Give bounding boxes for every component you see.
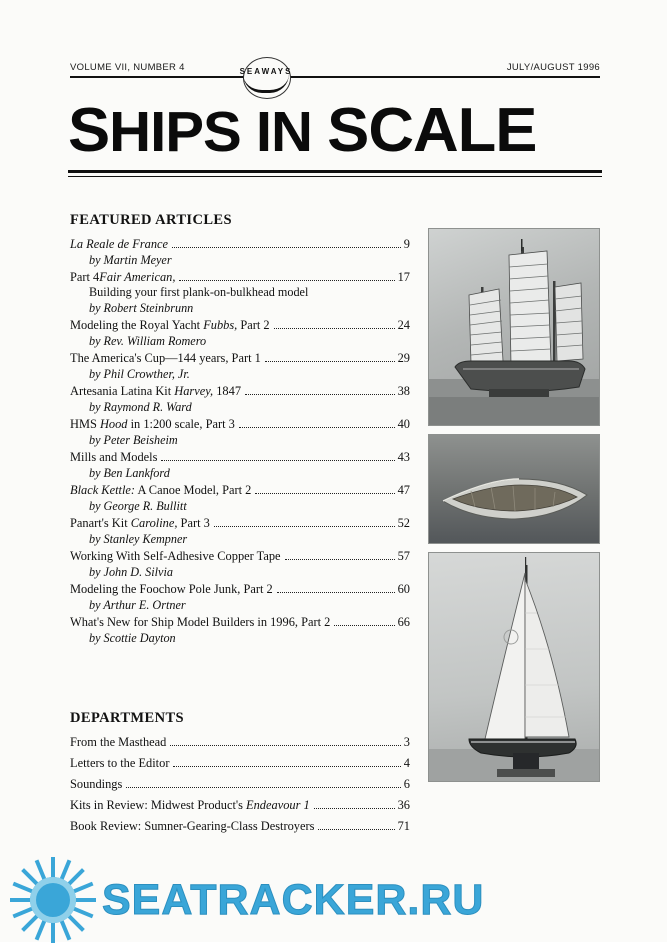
toc-entry[interactable] bbox=[70, 818, 410, 834]
toc-entry-byline: by Ben Lankford bbox=[89, 466, 170, 480]
toc-entry[interactable] bbox=[70, 614, 410, 646]
toc-entry[interactable] bbox=[70, 350, 410, 382]
toc-entry-title: Artesania Latina Kit Harvey, 1847 bbox=[70, 384, 242, 398]
toc-entry-byline: by John D. Silvia bbox=[89, 565, 173, 579]
toc-page-number: 17 bbox=[397, 270, 410, 284]
toc-entry-line bbox=[70, 350, 410, 366]
masthead-rule bbox=[70, 76, 600, 78]
sun-core bbox=[30, 877, 76, 923]
toc-entry-line bbox=[70, 797, 410, 813]
toc-entry-title: Book Review: Sumner-Gearing-Class Destroyers bbox=[70, 819, 315, 833]
sun-logo-icon bbox=[10, 857, 96, 943]
toc-leader-dots bbox=[170, 744, 400, 746]
departments-list bbox=[70, 734, 410, 839]
toc-entry-line bbox=[70, 416, 410, 432]
logo-text: SEAWAYS bbox=[239, 67, 293, 76]
toc-page-number: 40 bbox=[397, 417, 410, 431]
toc-entry-title: Kits in Review: Midwest Product's Endeavour 1 bbox=[70, 798, 310, 812]
watermark-text: SEATRACKER.RU bbox=[102, 875, 485, 924]
toc-entry-line bbox=[70, 449, 410, 465]
toc-page-number: 57 bbox=[397, 549, 410, 563]
title-seg-3: SCAL bbox=[327, 96, 496, 165]
toc-entry-title: Letters to the Editor bbox=[70, 756, 170, 770]
toc-leader-dots bbox=[285, 558, 395, 560]
toc-leader-dots bbox=[265, 360, 395, 362]
seaways-logo-icon bbox=[235, 55, 297, 99]
toc-entry-subtitle: Building your first plank-on-bulkhead model bbox=[89, 285, 309, 299]
toc-entry[interactable] bbox=[70, 383, 410, 415]
toc-entry-byline: by Peter Beisheim bbox=[89, 433, 178, 447]
toc-entry-line bbox=[70, 383, 410, 399]
toc-entry-line bbox=[70, 515, 410, 531]
toc-entry[interactable] bbox=[70, 581, 410, 613]
toc-entry[interactable] bbox=[70, 317, 410, 349]
toc-page-number: 4 bbox=[403, 756, 410, 770]
toc-entry-byline: by Scottie Dayton bbox=[89, 631, 176, 645]
toc-entry-line bbox=[70, 269, 410, 285]
toc-entry-title: Black Kettle: A Canoe Model, Part 2 bbox=[70, 483, 252, 497]
toc-entry-line bbox=[70, 818, 410, 834]
title-rule-thin bbox=[68, 176, 602, 177]
toc-leader-dots bbox=[274, 327, 395, 329]
toc-entry[interactable] bbox=[70, 236, 410, 268]
toc-entry[interactable] bbox=[70, 269, 410, 316]
toc-page-number: 52 bbox=[397, 516, 410, 530]
toc-entry-byline: by Raymond R. Ward bbox=[89, 400, 192, 414]
masthead bbox=[70, 62, 600, 78]
toc-page-number: 3 bbox=[403, 735, 410, 749]
title-seg-4: E bbox=[495, 96, 537, 165]
toc-entry-line bbox=[70, 236, 410, 252]
toc-entry-line bbox=[70, 776, 410, 792]
toc-entry[interactable] bbox=[70, 416, 410, 448]
toc-entry-title: Soundings bbox=[70, 777, 123, 791]
toc-leader-dots bbox=[126, 786, 400, 788]
toc-entry-title: From the Masthead bbox=[70, 735, 167, 749]
toc-entry[interactable] bbox=[70, 449, 410, 481]
issue-date: JULY/AUGUST 1996 bbox=[506, 62, 600, 73]
toc-entry-line bbox=[70, 581, 410, 597]
toc-leader-dots bbox=[172, 246, 401, 248]
toc-page-number: 66 bbox=[397, 615, 410, 629]
toc-entry[interactable] bbox=[70, 734, 410, 750]
magazine-title bbox=[68, 96, 613, 165]
toc-page-number: 36 bbox=[397, 798, 410, 812]
toc-entry-title: Panart's Kit Caroline, Part 3 bbox=[70, 516, 210, 530]
toc-page-number: 71 bbox=[397, 819, 410, 833]
featured-articles-list bbox=[70, 236, 410, 647]
toc-entry-byline: by Stanley Kempner bbox=[89, 532, 188, 546]
toc-leader-dots bbox=[214, 525, 395, 527]
toc-entry-title: Working With Self-Adhesive Copper Tape bbox=[70, 549, 281, 563]
toc-leader-dots bbox=[277, 591, 395, 593]
toc-page-number: 6 bbox=[403, 777, 410, 791]
masthead-line bbox=[70, 62, 600, 76]
toc-entry-title: The America's Cup—144 years, Part 1 bbox=[70, 351, 261, 365]
toc-page-number: 38 bbox=[397, 384, 410, 398]
toc-leader-dots bbox=[314, 807, 395, 809]
toc-page-number: 29 bbox=[397, 351, 410, 365]
toc-leader-dots bbox=[334, 624, 394, 626]
toc-entry-line bbox=[70, 548, 410, 564]
toc-entry[interactable] bbox=[70, 482, 410, 514]
sailing-yacht-model-photo bbox=[428, 552, 600, 782]
title-seg-1: S bbox=[68, 96, 110, 165]
toc-entry[interactable] bbox=[70, 797, 410, 813]
volume-number: VOLUME VII, NUMBER 4 bbox=[70, 62, 185, 73]
toc-entry-title: HMS Hood in 1:200 scale, Part 3 bbox=[70, 417, 235, 431]
toc-entry-byline: by Phil Crowther, Jr. bbox=[89, 367, 190, 381]
junk-photo-artwork bbox=[429, 229, 599, 425]
toc-leader-dots bbox=[255, 492, 394, 494]
toc-page-number: 9 bbox=[403, 237, 410, 251]
yacht-photo-artwork bbox=[429, 553, 599, 781]
toc-leader-dots bbox=[179, 279, 394, 281]
departments-heading: DEPARTMENTS bbox=[70, 710, 184, 726]
toc-leader-dots bbox=[161, 459, 394, 461]
toc-leader-dots bbox=[173, 765, 400, 767]
toc-entry-byline: by Arthur E. Ortner bbox=[89, 598, 186, 612]
toc-entry-title: Mills and Models bbox=[70, 450, 158, 464]
toc-leader-dots bbox=[245, 393, 395, 395]
toc-entry-byline: by Martin Meyer bbox=[89, 253, 172, 267]
toc-page-number: 43 bbox=[397, 450, 410, 464]
title-seg-2: HIPS IN bbox=[109, 100, 328, 164]
photo-column bbox=[428, 228, 600, 782]
toc-leader-dots bbox=[239, 426, 395, 428]
magazine-title-block bbox=[68, 96, 602, 180]
toc-entry-title: Modeling the Royal Yacht Fubbs, Part 2 bbox=[70, 318, 270, 332]
logo-wave-icon bbox=[243, 74, 289, 93]
toc-entry-line bbox=[70, 755, 410, 771]
toc-leader-dots bbox=[318, 828, 394, 830]
toc-entry-byline: by George R. Bullitt bbox=[89, 499, 187, 513]
toc-entry-line bbox=[70, 734, 410, 750]
watermark bbox=[0, 858, 667, 942]
toc-entry[interactable] bbox=[70, 755, 410, 771]
toc-entry-title: What's New for Ship Model Builders in 1996, Part 2 bbox=[70, 615, 331, 629]
toc-entry-line bbox=[70, 614, 410, 630]
title-rule-thick bbox=[68, 170, 602, 173]
toc-page-number: 60 bbox=[397, 582, 410, 596]
toc-entry-line bbox=[70, 482, 410, 498]
toc-entry-title: Part 4Fair American, bbox=[70, 270, 176, 284]
toc-entry[interactable] bbox=[70, 776, 410, 792]
toc-entry-byline: by Robert Steinbrunn bbox=[89, 301, 194, 315]
toc-entry-line bbox=[70, 317, 410, 333]
featured-articles-heading: FEATURED ARTICLES bbox=[70, 212, 232, 228]
toc-entry-byline: by Rev. William Romero bbox=[89, 334, 207, 348]
toc-page-number: 24 bbox=[397, 318, 410, 332]
toc-entry-title: Modeling the Foochow Pole Junk, Part 2 bbox=[70, 582, 273, 596]
chinese-junk-model-photo bbox=[428, 228, 600, 426]
toc-entry[interactable] bbox=[70, 548, 410, 580]
logo-inner bbox=[235, 67, 297, 95]
canoe-photo-artwork bbox=[429, 435, 599, 543]
toc-entry-title: La Reale de France bbox=[70, 237, 169, 251]
toc-entry[interactable] bbox=[70, 515, 410, 547]
toc-page-number: 47 bbox=[397, 483, 410, 497]
canoe-model-photo bbox=[428, 434, 600, 544]
